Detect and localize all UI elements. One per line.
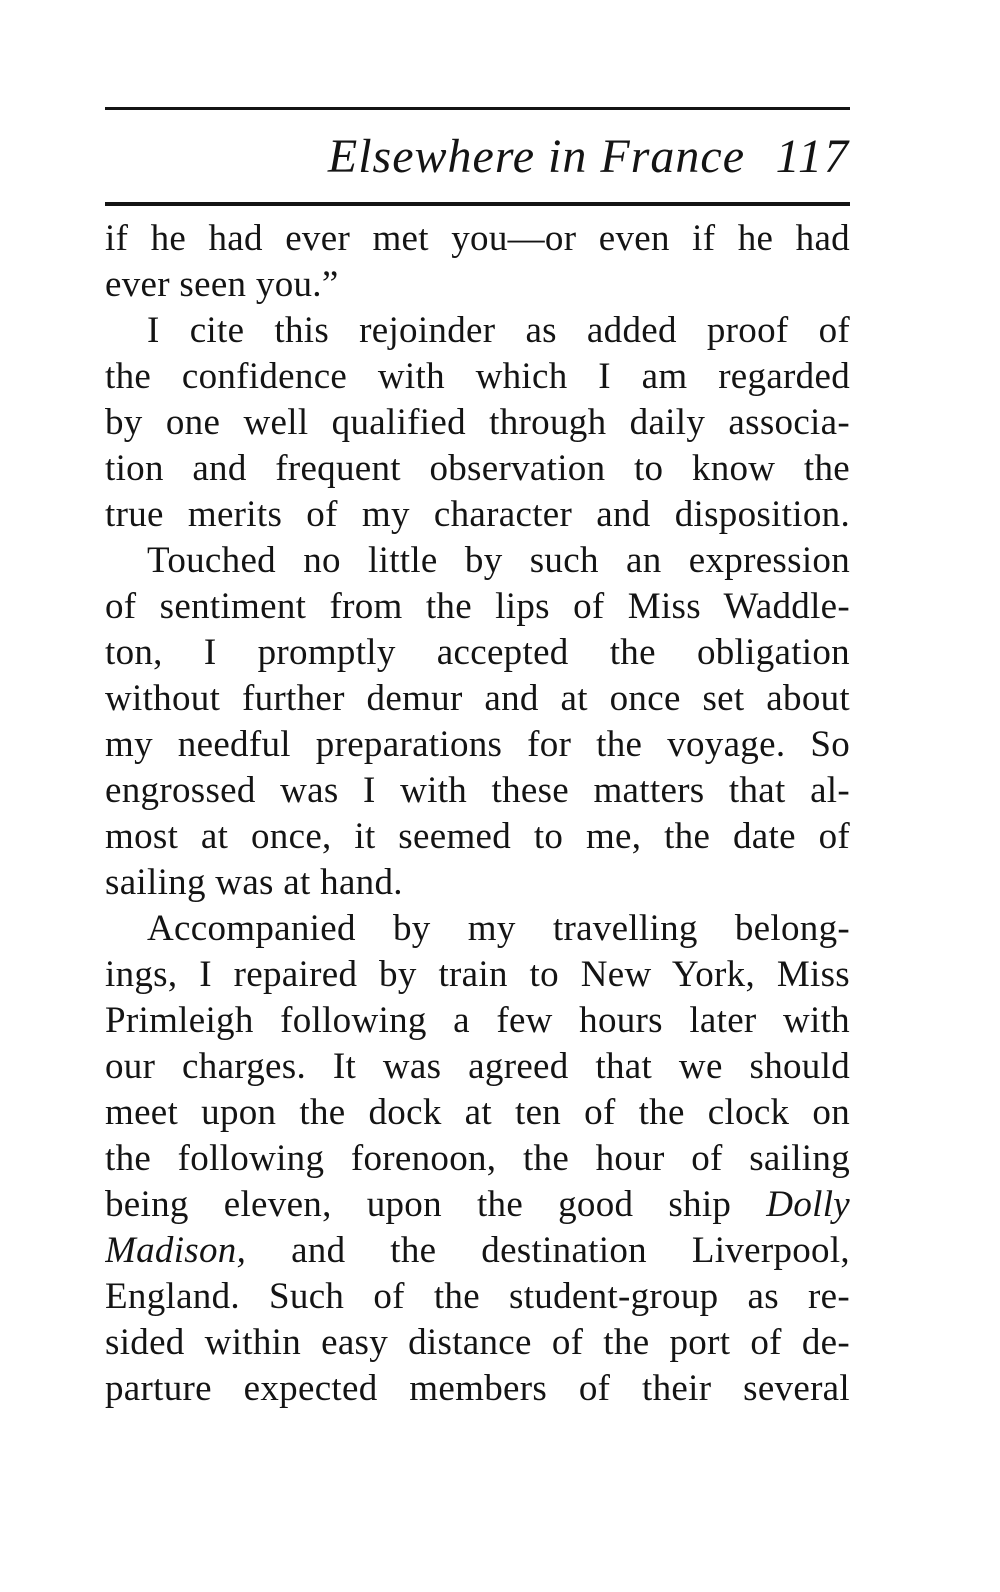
- text-segment: and the destination Liverpool,: [291, 1230, 850, 1271]
- text-line: I cite this rejoinder as added proof of: [147, 310, 850, 351]
- text-line: sailing was at hand.: [105, 862, 403, 903]
- text-line: ings, I repaired by train to New York, Miss: [105, 954, 850, 995]
- text-line: engrossed was I with these matters that al-: [105, 770, 850, 811]
- text-line: the confidence with which I am regarded: [105, 356, 850, 397]
- text-line: our charges. It was agreed that we should: [105, 1046, 850, 1087]
- text-line: true merits of my character and disposition.: [105, 494, 850, 535]
- text-line: if he had ever met you—or even if he had: [105, 218, 850, 259]
- text-line: by one well qualified through daily associa-: [105, 402, 850, 443]
- text-segment: being eleven, upon the good ship: [105, 1184, 732, 1225]
- running-head-title: Elsewhere in France: [327, 130, 745, 183]
- text-line: sided within easy distance of the port of de-: [105, 1322, 850, 1363]
- text-line: England. Such of the student-group as re-: [105, 1276, 850, 1317]
- text-line: ton, I promptly accepted the obligation: [105, 632, 850, 673]
- body-text: [105, 216, 850, 1412]
- text-line: Accompanied by my travelling belong-: [147, 908, 850, 949]
- text-line: of sentiment from the lips of Miss Waddle-: [105, 586, 850, 627]
- italic-ship-name: Dolly: [766, 1184, 850, 1225]
- text-line: tion and frequent observation to know the: [105, 448, 850, 489]
- text-line: [105, 1182, 850, 1228]
- text-line: Touched no little by such an expression: [147, 540, 850, 581]
- text-line: without further demur and at once set about: [105, 678, 850, 719]
- running-head: [105, 122, 850, 192]
- text-line: parture expected members of their several: [105, 1368, 850, 1409]
- text-line: the following forenoon, the hour of sailing: [105, 1138, 850, 1179]
- text-line: my needful preparations for the voyage. So: [105, 724, 850, 765]
- header-rule-top: [105, 107, 850, 110]
- page-number: 117: [775, 130, 850, 183]
- text-line: ever seen you.”: [105, 264, 339, 305]
- text-line: [105, 1228, 850, 1274]
- header-rule-bottom: [105, 202, 850, 206]
- text-line: Primleigh following a few hours later with: [105, 1000, 850, 1041]
- italic-ship-name: Madison,: [105, 1230, 247, 1271]
- text-line: meet upon the dock at ten of the clock on: [105, 1092, 850, 1133]
- text-line: most at once, it seemed to me, the date of: [105, 816, 850, 857]
